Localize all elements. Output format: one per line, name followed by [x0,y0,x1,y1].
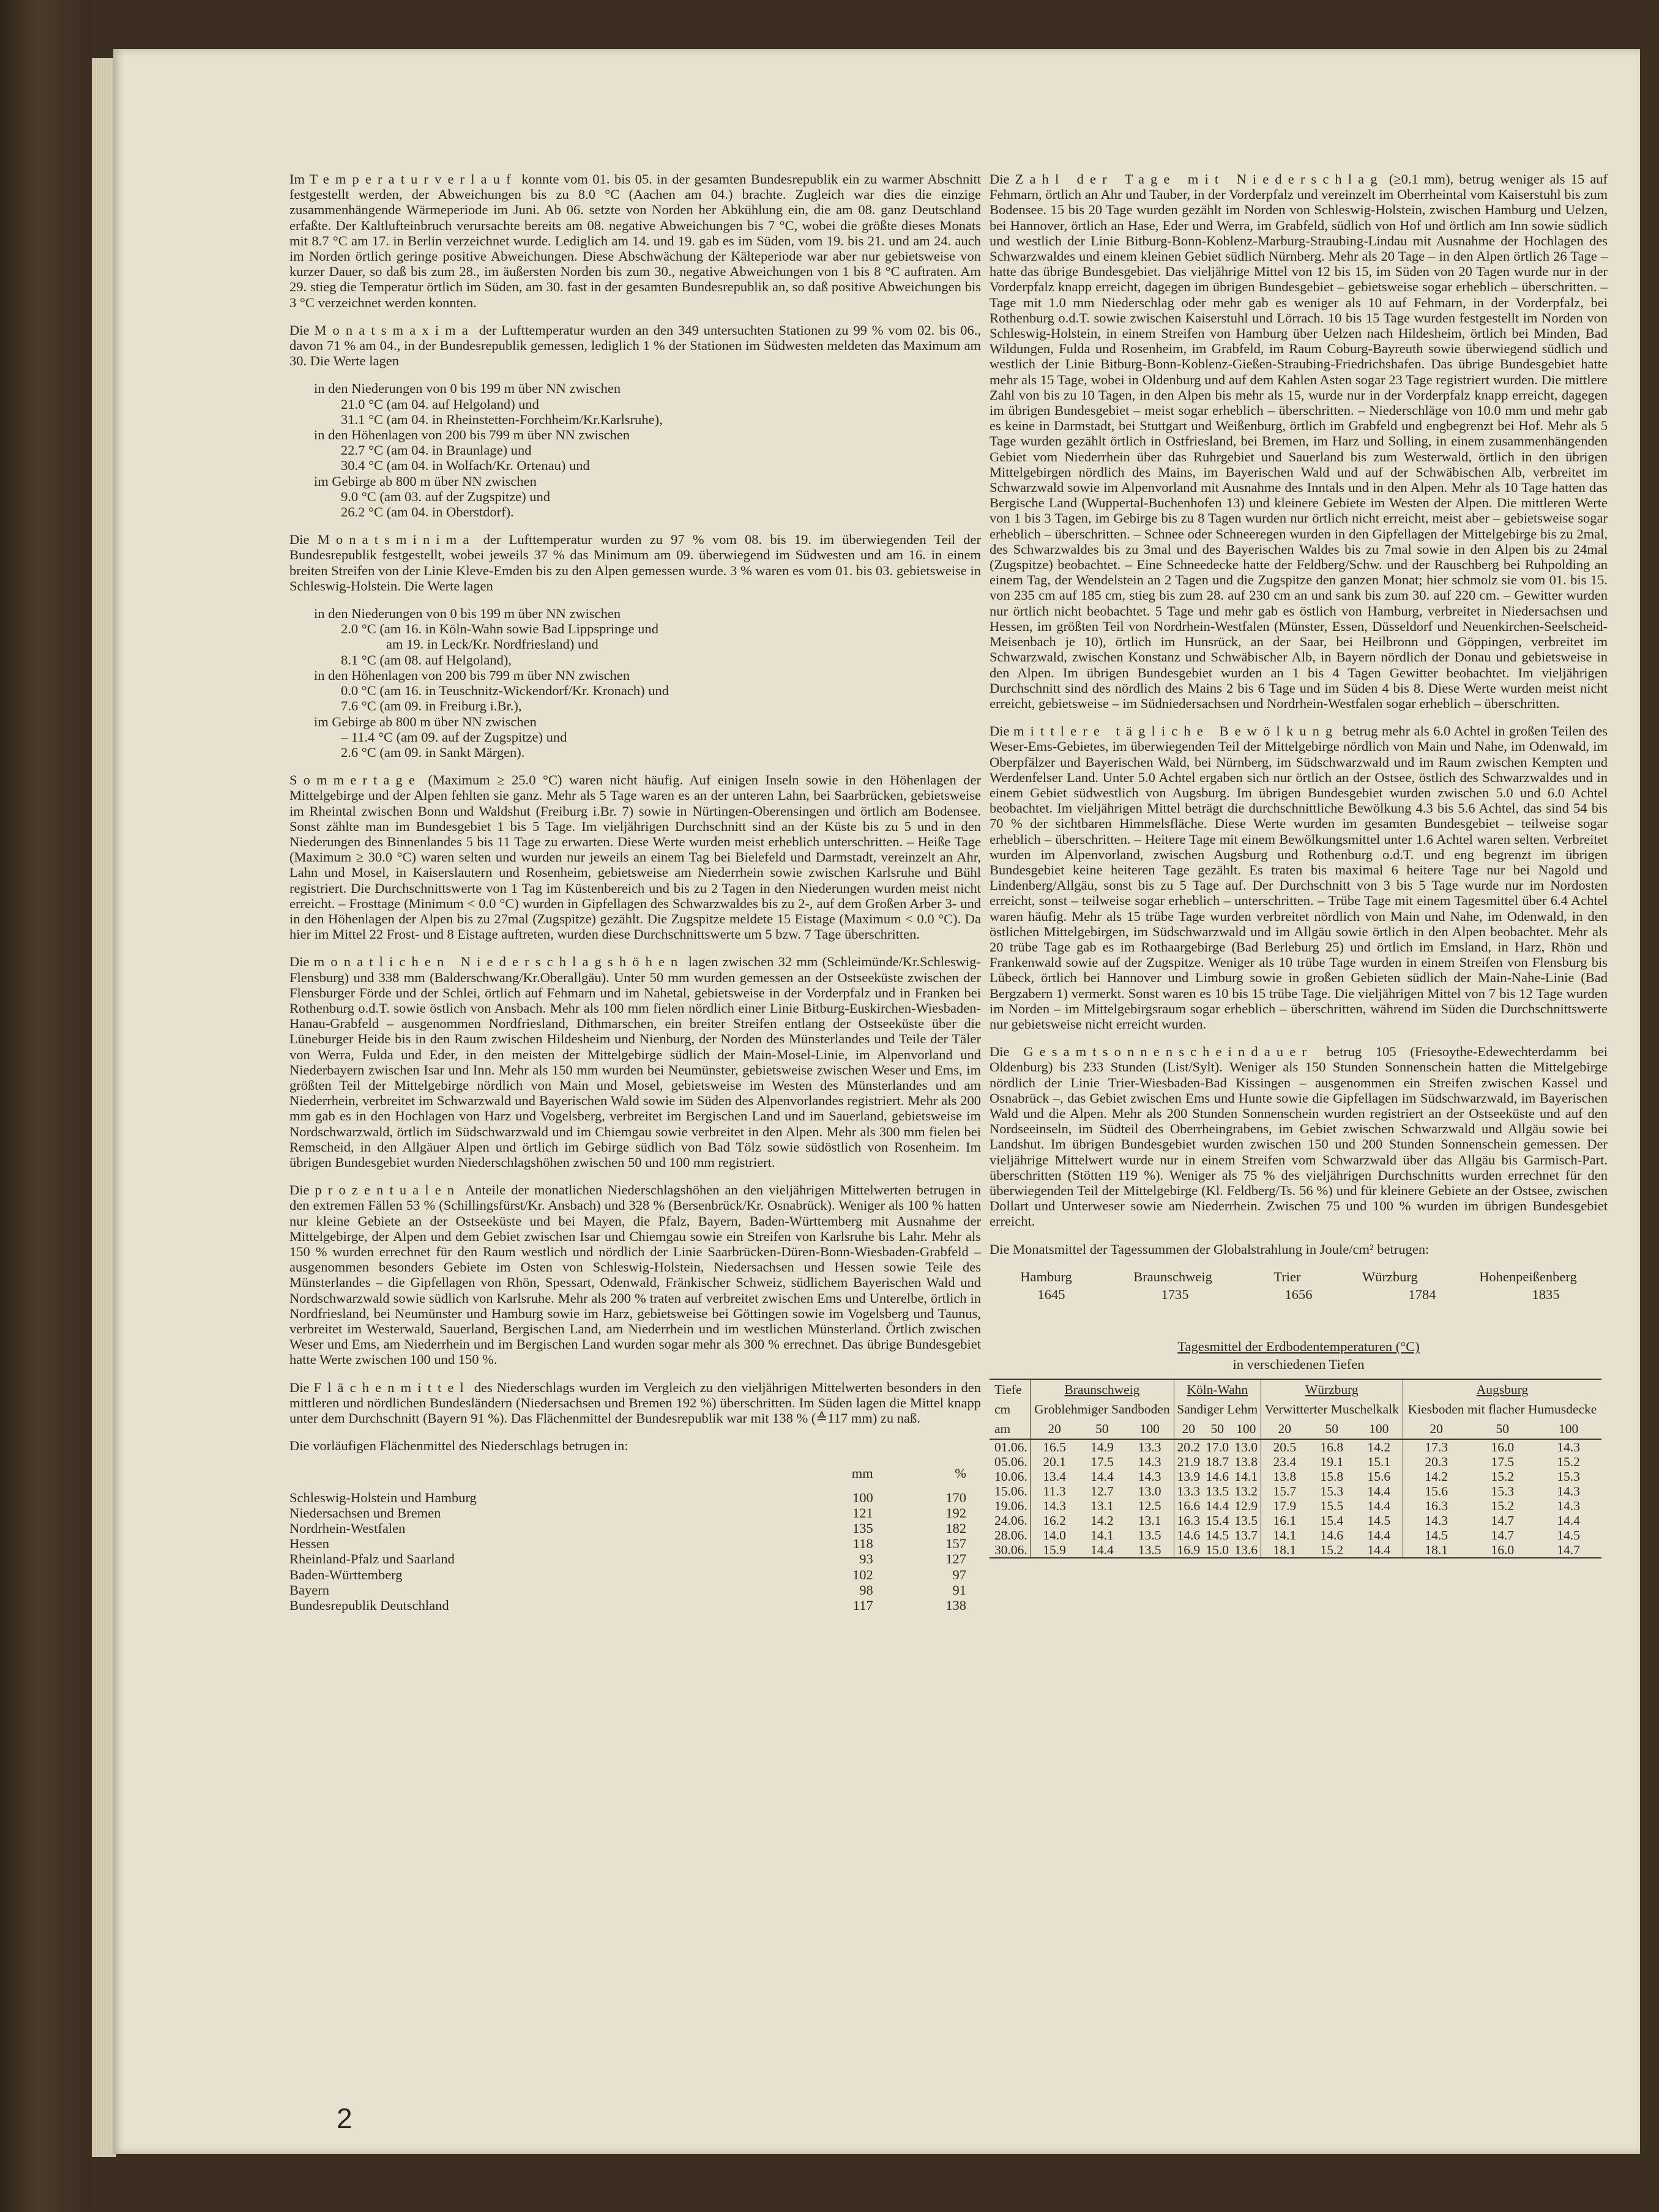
depth-header: 20 [1174,1419,1202,1439]
temperature-cell: 15.3 [1491,1483,1515,1499]
extreme-value: 8.1 °C (am 08. auf Helgoland), [341,652,512,668]
extreme-value: 22.7 °C (am 04. in Braunlage) und [341,442,532,458]
radiation-value: 1735 [1161,1287,1189,1303]
table-row [289,1521,981,1536]
keyword: Flächenmittel [313,1379,470,1395]
temperature-cell: 18.7 [1206,1454,1229,1469]
precip-mm: 118 [852,1536,873,1552]
keyword: mittlere tägliche Bewölkung [1013,723,1339,739]
temperature-cell: 15.6 [1403,1484,1469,1499]
temperature-cell: 16.6 [1174,1499,1202,1513]
depth-header: 100 [1355,1419,1403,1439]
temperature-cell: 16.2 [1031,1513,1079,1528]
precip-mm: 100 [852,1489,873,1505]
paragraph-bewoelkung: Die mittlere tägliche Bewölkung betrug mehr als 6.0 Achtel in großen Teilen des Weser-Ems-Gebietes, im überwiegenden Teil der Mittelgebirge nördlich von Main und Nahe, im Odenwald, im Oberpfälzer und Bayerischen Wald, bei Nürnberg, im Südschwarzwald und im Raum zwischen Kempten und Werdenfelser Land. Unter 5.0 Achtel ergaben sich nur örtlich an der Ostsee, östlich des Schwarzwaldes und in einem Gebiet südwestlich von Augsburg. Im übrigen Bundesgebiet wurden zwischen 5.0 und 6.0 Achtel beobachtet. Im vieljährigen Mittel beträgt die durchschnittliche Bewölkung 4.3 bis 5.6 Achtel, das sind 54 bis 70 % der sichtbaren Himmelsfläche. Diese Werte wurden im gesamten Bundesgebiet – teilweise sogar erheblich – überschritten. – Heitere Tage mit einem Bewölkungsmittel unter 1.6 Achtel waren selten. Verbreitet wurden im Alpenvorland, zwischen Augsburg und Rothenburg o.d.T. und eng begrenzt im übrigen Bundesgebiet keine heiteren Tage gezählt. Es traten bis maximal 6 heitere Tage nur bei Nagold und Lindenberg/Allgäu, sonst bis zu 5 Tage auf. Der Durchschnitt von 3 bis 5 Tage wurde nur im Nordosten erreicht, sonst – teilweise sogar erheblich – unterschritten. – Trübe Tage mit einem Tagesmittel über 6.4 Achtel waren häufig. Mehr als 15 trübe Tage wurden verbreitet nördlich von Main und Nahe, im Odenwald, in den östlichen Mittelgebirgen, im Südschwarzwald und im Allgäu sowie örtlich in den Alpen beobachtet. Mehr als 20 trübe Tage gab es im Rothaargebirge (Bad Berleburg 25) und örtlich im Emsland, in Harz, Rhön und Frankenwald sowie auf der Zugspitze. Weniger als 10 trübe Tage wurden in einem Streifen von Flensburg bis Lübeck, örtlich bei Hannover und Limburg sowie in großen Gebieten südlich der Main-Nahe-Linie (Bad Bergzabern 1) vermerkt. Sonst waren es 10 bis 15 trübe Tage. Die vieljährigen Mittel von 7 bis 12 Tage wurden im Norden – im Mittelgebirgsraum sogar erheblich – überschritten, während im Süden die Durchschnittswerte nur gebietsweise nicht erreicht wurden. [990,723,1608,1032]
header-cm: cm [994,1401,1011,1417]
temperature-cell: 16.5 [1031,1439,1079,1454]
temperature-cell: 14.4 [1355,1543,1403,1558]
elevation-range: im Gebirge ab 800 m über NN zwischen [314,713,537,729]
temperature-cell: 14.3 [1138,1469,1161,1484]
temperature-cell: 13.3 [1174,1484,1202,1499]
soil-type: Groblehmiger Sandboden [1031,1399,1174,1419]
precip-mm: 117 [852,1598,873,1614]
date-cell: 19.06. [994,1498,1027,1513]
extreme-value: 21.0 °C (am 04. auf Helgoland) und [341,396,539,412]
temperature-cell: 14.7 [1491,1527,1515,1543]
precip-percent: 97 [952,1566,966,1582]
region-name: Bayern [289,1582,329,1598]
keyword: Monatsmaxima [314,322,474,338]
precip-mm: 93 [859,1551,873,1567]
depth-header: 50 [1203,1419,1232,1439]
radiation-value: 1784 [1408,1287,1436,1303]
temperature-cell: 14.3 [1403,1513,1469,1528]
temperature-cell: 15.2 [1491,1498,1515,1513]
temperature-cell: 17.9 [1261,1499,1308,1513]
temperature-cell: 14.4 [1367,1483,1391,1499]
depth-header: 50 [1078,1419,1126,1439]
table-row [990,1439,1601,1454]
temperature-cell: 14.7 [1491,1513,1515,1528]
right-column [990,171,1608,1558]
globalstrahlung-stations [990,1269,1608,1284]
avg-table-caption: Die vorläufigen Flächenmittel des Niederschlags betrugen in: [289,1438,628,1454]
extreme-value: 30.4 °C (am 04. in Wolfach/Kr. Ortenau) und [341,458,590,474]
region-name: Baden-Württemberg [289,1566,403,1582]
elevation-range: in den Höhenlagen von 200 bis 799 m über NN zwischen [314,667,630,683]
extreme-value: – 11.4 °C (am 09. auf der Zugspitze) und [341,729,567,745]
temperature-cell: 14.2 [1090,1513,1114,1528]
table-row [990,1469,1601,1484]
temperature-cell: 14.3 [1557,1498,1580,1513]
temperature-cell: 12.9 [1234,1498,1258,1513]
elevation-range: in den Niederungen von 0 bis 199 m über NN zwischen [314,606,621,622]
soil-type: Sandiger Lehm [1174,1399,1261,1419]
extreme-value: 7.6 °C (am 09. in Freiburg i.Br.), [341,698,522,714]
date-cell: 30.06. [990,1543,1031,1558]
temperature-cell: 14.1 [1234,1469,1258,1484]
temperature-cell: 14.6 [1174,1528,1202,1543]
page-number: 2 [337,2102,352,2134]
extreme-value: 31.1 °C (am 04. in Rheinstetten-Forchheim/Kr.Karlsruhe), [341,411,663,427]
temperature-cell: 15.4 [1206,1513,1229,1528]
paragraph-prozentual: Die prozentualen Anteile der monatlichen Niederschlagshöhen an den vieljährigen Mittelwerten betrugen in den extremen Fällen 53 % (Schillingsfürst/Kr. Ansbach) und 328 % (Bersenbrück/Kr. Osnabrück). Weniger als 100 % hatten nur kleine Gebiete an der Ostseeküste und bei Mayen, die Pfalz, Bayern, Baden-Württemberg mit Ausnahme der Mittelgebirge, der Alpen und dem Gebiet zwischen Isar und Chiemgau sowie ein Streifen von Karlsruhe bis Lahr. Mehr als 150 % wurden errechnet für den Raum westlich und nördlich der Linie Saarbrücken-Düren-Bonn-Wiesbaden-Grabfeld – ausgenommen besonders Gebiete im Osten von Schleswig-Holstein, Niedersachsen und Hessen sowie Teile des Münsterlandes – die Gipfellagen von Rhön, Spessart, Odenwald, Fränkischer Schweiz, südlichem Bayerischen Wald und Nordschwarzwald sowie südlich von Karlsruhe. Mehr als 200 % traten auf verbreitet zwischen Ems und Unterelbe, örtlich in Nordfriesland, bei Neumünster und Hamburg sowie im Harz, gebietsweise bei Göttingen sowie im Vogelsberg und Taunus, verbreitet im Westerwald, Sauerland, Bergischen Land, am Niederrhein und im westlichen Münsterland. Örtlich zwischen Weser und Ems, am Niederrhein und im Bergischen Land wurden sogar mehr als 300 % errechnet. Das übrige Bundesgebiet hatte Werte zwischen 100 und 150 %. [289,1182,981,1368]
temperature-cell: 15.6 [1367,1469,1391,1484]
temperature-cell: 13.9 [1174,1469,1202,1484]
temperature-cell: 14.4 [1557,1513,1580,1528]
temperature-cell: 14.6 [1320,1527,1344,1543]
temperature-cell: 16.0 [1491,1439,1515,1454]
radiation-station: Braunschweig [1133,1268,1212,1284]
temperature-cell: 15.2 [1491,1469,1515,1484]
temperature-cell: 21.9 [1174,1454,1202,1469]
maxima-values [314,381,981,519]
table-row [990,1454,1601,1469]
table-row [289,1536,981,1551]
depth-header: 100 [1535,1419,1601,1439]
precip-percent: 192 [945,1505,966,1521]
keyword: Sommertage [289,772,421,788]
depth-header: 20 [1261,1419,1308,1439]
radiation-station: Hamburg [1020,1268,1072,1284]
temperature-cell: 13.5 [1126,1543,1174,1558]
temperature-cell: 16.3 [1403,1499,1469,1513]
temperature-cell: 13.8 [1234,1454,1258,1469]
temperature-cell: 14.5 [1206,1527,1229,1543]
temperature-cell: 16.1 [1261,1513,1308,1528]
paragraph-temperaturverlauf: Im Temperaturverlauf konnte vom 01. bis 05. in der gesamten Bundesrepublik ein zu warmer Abschnitt festgestellt werden, der Abweichungen bis zu 8.0 °C (Aachen am 04.) brachte. Zugleich war dies die einzige zusammenhängende Wärmeperiode im Juni. Ab 06. setzte von Norden her Abkühlung ein, die am 08. ganz Deutschland erfaßte. Der Kaltlufteinbruch verursachte bereits am 08. negative Abweichungen bis 7 °C, wobei die größte dieses Monats mit 8.7 °C am 17. in Berlin verzeichnet wurde. Lediglich am 14. und 19. gab es im Süden, vom 19. bis 21. und am 24. auch im Norden örtlich geringe positive Abweichungen. Diese Abschwächung der Kälteperiode war aber nur gebietsweise von kurzer Dauer, so daß bis zum 28., im äußersten Norden bis zum 30., negative Abweichungen von 1 bis 8 °C auftraten. Am 29. stieg die Temperatur örtlich im Süden, am 30. fast in der gesamten Bundesrepublik an, so daß positive Abweichungen bis 3 °C verzeichnet werden konnten. [289,171,982,310]
paragraph-sonnenschein: Die Gesamtsonnenscheindauer betrug 105 (Friesoythe-Edewechterdamm bei Oldenburg) bis 233 Stunden (List/Sylt). Weniger als 150 Stunden Sonnenschein hatten die Mittelgebirge nördlich der Linie Trier-Wiesbaden-Bad Kissingen – ausgenommen ein Streifen zwischen Kassel und Osnabrück –, das Gebiet zwischen Ems und Hunte sowie die Gipfellagen im Südschwarzwald, im Bayerischen Wald und die Alpen. Mehr als 200 Stunden Sonnenschein wurden registriert an der Ostseeküste und auf den Nordseeinseln, im Südteil des Oberrheingrabens, im Gebiet zwischen Schwarzwald und Allgäu sowie bei Landshut. Im übrigen Bundesgebiet wurden zwischen 150 und 200 Stunden Sonnenschein gemessen. Der vieljährige Mittelwert wurde nur in einem Streifen vom Schwarzwald über das Allgäu bis Garmisch-Part. überschritten (Stötten 119 %). Weniger als 75 % des vieljährigen Durchschnitts wurden errechnet für den überwiegenden Teil der Mittelgebirge (Kl. Feldberg/Ts. 56 %) und für kleinere Gebiete an der Ostsee, zwischen Dollart und Unterweser sowie am Niederrhein. Zwischen 75 und 100 % wurden im übrigen Bundesgebiet erreicht. [990,1044,1608,1229]
paragraph-monatsminima: Die Monatsminima der Lufttemperatur wurden zu 97 % vom 08. bis 19. im überwiegenden Teil der Bundesrepublik festgestellt, wobei jeweils 37 % das Minimum am 09. überwiegend im Südwesten und am 16. in einem breiten Streifen von der Linie Kleve-Emden bis zu den Alpen gemessen wurde. 3 % waren es vom 01. bis 03. gebietsweise in Schleswig-Holstein. Die Werte lagen [289,532,982,594]
temperature-cell: 13.4 [1031,1469,1079,1484]
temperature-cell: 14.5 [1557,1527,1580,1543]
elevation-range: in den Höhenlagen von 200 bis 799 m über NN zwischen [314,427,630,443]
region-name: Schleswig-Holstein und Hamburg [289,1489,477,1505]
temperature-cell: 13.1 [1138,1513,1161,1528]
temperature-cell: 20.1 [1031,1454,1079,1469]
station-wuerzburg: Würzburg [1261,1379,1403,1399]
temperature-cell: 14.6 [1206,1469,1229,1484]
temperature-cell: 13.3 [1138,1439,1161,1454]
temperature-cell: 13.5 [1138,1527,1161,1543]
region-name: Bundesrepublik Deutschland [289,1598,449,1614]
table-row [990,1528,1601,1543]
table-row [289,1598,981,1613]
temperature-cell: 14.7 [1535,1543,1601,1558]
temperature-cell: 20.3 [1403,1454,1469,1469]
globalstrahlung-caption: Die Monatsmittel der Tagessummen der Globalstrahlung in Joule/cm² betrugen: [990,1241,1430,1257]
precip-percent: 182 [945,1521,966,1536]
date-cell: 15.06. [994,1483,1027,1499]
left-column [289,171,981,1613]
extreme-value: am 19. in Leck/Kr. Nordfriesland) und [386,636,598,652]
keyword: Zahl der Tage mit Niederschlag [1015,171,1384,187]
table-row [289,1490,981,1505]
depth-header: 50 [1469,1419,1535,1439]
temperature-cell: 14.9 [1090,1439,1114,1454]
page-edges [92,58,116,2157]
paragraph-niederschlagshoehen: Die monatlichen Niederschlagshöhen lagen zwischen 32 mm (Schleimünde/Kr.Schleswig-Flensburg) und 338 mm (Balderschwang/Kr.Oberallgäu). Unter 50 mm wurden gemessen an der Ostseeküste zwischen der Flensburger Förde und der Schlei, örtlich auf Fehmarn und im Nahetal, gebietsweise in der Vorderpfalz und in Franken bei Rothenburg o.d.T. sowie östlich von Ansbach. Mehr als 100 mm fielen nördlich einer Linie Bitburg-Euskirchen-Wiesbaden-Hanau-Grabfeld – ausgenommen Nordfriesland, Dithmarschen, ein breiter Streifen entlang der Ostseeküste über die Lüneburger Heide bis in den Raum zwischen Hildesheim und Nienburg, der Norden des Münsterlandes und Teile der Täler von Werra, Fulda und Eder, in den meisten der Mittelgebirge südlich der Main-Mosel-Linie, im Alpenvorland und Niederbayern zwischen Isar und Inn. Mehr als 150 mm wurden bei Neumünster, gebietsweise zwischen Weser und Ems, im größten Teil der Mittelgebirge nördlich von Main und Mosel, gebietsweise im Westen des Münsterlandes und am Niederrhein, verbreitet im Schwarzwald und Bayerischen Wald sowie im Süden des Alpenvorlandes registriert. Mehr als 200 mm gab es in den Hochlagen von Harz und Vogelsberg, verbreitet im Bergischen Land und im Sauerland, gebietsweise im Nordschwarzwald, örtlich im Südschwarzwald und im Chiemgau sowie verbreitet in den Alpen. Mehr als 300 mm fielen bei Remscheid, in den Allgäuer Alpen und örtlich im Gebirge südlich von Bad Tölz sowie südöstlich von Rosenheim. Im übrigen Bundesgebiet wurden Niederschlagshöhen zwischen 50 und 100 mm registriert. [289,954,982,1170]
table-row [990,1543,1601,1558]
temperature-cell: 11.3 [1031,1484,1079,1499]
temperature-cell: 16.0 [1469,1543,1535,1558]
temperature-cell: 18.1 [1403,1543,1469,1558]
soil-table-subtitle: in verschiedenen Tiefen [1232,1357,1365,1372]
extreme-value: 2.6 °C (am 09. in Sankt Märgen). [341,744,525,760]
temperature-cell: 14.4 [1078,1543,1126,1558]
temperature-cell: 15.1 [1367,1454,1391,1469]
precip-percent: 91 [952,1582,966,1598]
elevation-range: in den Niederungen von 0 bis 199 m über NN zwischen [314,381,621,397]
keyword: prozentualen [315,1182,461,1198]
station-koeln-wahn: Köln-Wahn [1174,1379,1261,1399]
precip-percent: 127 [945,1551,966,1567]
temperature-cell: 20.2 [1174,1439,1202,1454]
paragraph-flaechenmittel: Die Flächenmittel des Niederschlags wurden im Vergleich zu den vieljährigen Mittelwerten besonders in den mittleren und nördlichen Bundesländern (Niedersachsen und Bremen 192 %) überschritten. Im Süden lagen die Mittel knapp unter dem Durchschnitt (Bayern 91 %). Das Flächenmittel der Bundesrepublik war mit 138 % (≙117 mm) zu naß. [289,1379,982,1426]
paragraph-monatsmaxima: Die Monatsmaxima der Lufttemperatur wurden an den 349 untersuchten Stationen zu 99 % vom 02. bis 06., davon 71 % am 04., in der Bundesrepublik gemessen, lediglich 1 % der Stationen im Südwesten meldeten das Maximum am 30. Die Werte lagen [289,322,982,369]
paragraph-niederschlagstage: Die Zahl der Tage mit Niederschlag (≥0.1 mm), betrug weniger als 15 auf Fehmarn, örtlich an Ahr und Tauber, in der Vorderpfalz und vereinzelt im Oberrheintal vom Kaiserstuhl bis zum Bodensee. 15 bis 20 Tage wurden gezählt im Norden von Schleswig-Holstein, zwischen Hamburg und Uelzen, bei Hannover, örtlich an Hase, Eder und Werra, im Grabfeld, südlich von Hof und örtlich am Inn sowie südlich und westlich der Linie Bitburg-Bonn-Koblenz-Marburg-Straubing-Lindau mit Ausnahme der Hochlagen des Schwarzwaldes und einem kleinen Gebiet südlich Nürnberg. Mehr als 20 Tage – in den Alpen örtlich 26 Tage – hatte das übrige Bundesgebiet. Das vieljährige Mittel von 12 bis 15, im Süden von 20 Tagen wurde nur in der Vorderpfalz knapp erreicht, dagegen im übrigen Bundesgebiet – gebietsweise sogar erheblich – überschritten. – Tage mit 1.0 mm Niederschlag oder mehr gab es weniger als 10 auf Fehmarn, in der Vorderpfalz, bei Rothenburg o.d.T. sowie zwischen Kaiserstuhl und Lörrach. 10 bis 15 Tage wurden festgestellt im Norden von Schleswig-Holstein, in einem Streifen von Hamburg über Uelzen nach Hildesheim, örtlich bei Minden, Bad Wildungen, Fulda und Rosenheim, im Grabfeld, im Raum Coburg-Bayreuth sowie überwiegend südlich und westlich der Linie Bitburg-Bonn-Koblenz-Gießen-Straubing-Friedrichshafen. Das übrige Bundesgebiet hatte mehr als 15 Tage, wobei in Oldenburg und auf dem Kahlen Asten sogar 23 Tage registriert wurden. Die mittlere Zahl von bis zu 10 Tagen, in den Alpen bis mehr als 15, wurde nur in der Vorderpfalz knapp erreicht, dagegen im übrigen Bundesgebiet – meist sogar erheblich – überschritten. – Niederschläge von 10.0 mm und mehr gab es keine in Darmstadt, bei Stuttgart und Weißenburg, örtlich im Grabfeld und engbegrenzt bei Hof. Mehr als 5 Tage wurden gezählt örtlich in Ostfriesland, bei Bremen, im Harz und Solling, in einem zusammenhängenden Gebiet vom Niederrhein über das Ruhrgebiet und Sauerland bis zum Westerwald, örtlich in den übrigen Mittelgebirgen nördlich des Mains, im Bayerischen Wald und auf der Schwäbischen Alb, verbreitet im Schwarzwald sowie im Alpenvorland mit Ausnahme des Inntals und in den Alpen. Mehr als 10 Tage hatten das Bergische Land (Wuppertal-Buchenhofen 13) und kleinere Gebiete im Westen der Alpen. Die mittleren Werte von 1 bis 3 Tagen, im Gebirge bis zu 8 Tagen wurden nur örtlich nicht erreicht, meist aber – gebietsweise sogar erheblich – überschritten. – Schnee oder Schneeregen wurden in den Gipfellagen der Mittelgebirge bis zu 2mal, des Schwarzwaldes bis zu 3mal und des Bayerischen Waldes bis zu 7mal sowie in den Alpen bis zu 24mal (Zugspitze) beobachtet. – Eine Schneedecke hatte der Feldberg/Schw. und der Rauschberg bei Ruhpolding an einem Tag, der Wendelstein an 2 Tagen und die Zugspitze den ganzen Monat; hier schmolz sie vom 01. bis 15. von 235 cm auf 185 cm, stieg bis zum 28. auf 230 cm an und sank bis zum 30. auf 220 cm. – Gewitter wurden nur örtlich nicht beobachtet. 5 Tage und mehr gab es östlich von Hamburg, verbreitet in Niedersachsen und Hessen, im größten Teil von Nordrhein-Westfalen (Münster, Essen, Düsseldorf und Neuenkirchen-Seelscheid-Meisenbach je 10), örtlich im Hunsrück, an der Saar, bei Heilbronn und Göppingen, verbreitet im Schwarzwald, zwischen Konstanz und Schwäbischer Alb, in Bayern nördlich der Donau und gebietsweise in den Alpen. Im übrigen Bundesgebiet wurden an 1 bis 4 Tagen Gewitter beobachtet. Im vieljährigen Durchschnitt sind des nördlich des Mains 2 bis 6 Tage und im Süden 4 bis 8. Diese Werte wurden meist nicht erreicht, gebietsweise – im Südniedersachsen und Nordrhein-Westfalen sogar erheblich – überschritten. [990,171,1608,711]
temperature-cell: 19.1 [1320,1454,1344,1469]
date-cell: 01.06. [994,1439,1027,1454]
temperature-cell: 13.5 [1206,1483,1229,1499]
temperature-cell: 16.9 [1174,1543,1202,1558]
temperature-cell: 15.2 [1308,1543,1355,1558]
depth-header: 100 [1126,1419,1174,1439]
temperature-cell: 12.5 [1138,1498,1161,1513]
temperature-cell: 13.8 [1261,1469,1308,1484]
depth-header: 20 [1031,1419,1079,1439]
temperature-cell: 17.3 [1403,1439,1469,1454]
temperature-cell: 14.2 [1367,1439,1391,1454]
temperature-cell: 14.1 [1261,1528,1308,1543]
temperature-cell: 15.4 [1320,1513,1344,1528]
precip-mm: 102 [852,1566,873,1582]
region-name: Hessen [289,1536,329,1552]
temperature-cell: 15.3 [1320,1483,1344,1499]
col-header-mm: mm [851,1465,873,1481]
paragraph-sommertage: Sommertage (Maximum ≥ 25.0 °C) waren nicht häufig. Auf einigen Inseln sowie in den Höhenlagen der Mittelgebirge und der Alpen fehlten sie ganz. Mehr als 5 Tage waren es an der unteren Lahn, bei Saarbrücken, gebietsweise im Rheintal zwischen Bonn und Waldshut (Freiburg i.Br. 7) sowie in Nürtingen-Oberensingen und örtlich am Bodensee. Sonst zählte man im Bundesgebiet 1 bis 5 Tage. Im vieljährigen Durchschnitt sind an der Küste bis zu 5 und in den Niederungen des Binnenlandes 5 bis 11 Tage zu erwarten. Diese Werte wurden meist erheblich unterschritten. – Heiße Tage (Maximum ≥ 30.0 °C) waren selten und wurden nur jeweils an einem Tag bei Bielefeld und Darmstadt, vereinzelt an Ahr, Lahn und Mosel, in Kaiserslautern und Rosenheim, gebietsweise am Niederrhein sowie zwischen Karlsruhe und Bühl registriert. Die Durchschnittswerte von 1 Tag im Küstenbereich und bis zu 2 Tagen in den Niederungen wurden meist nicht erreicht. – Frosttage (Minimum < 0.0 °C) wurden in Gipfellagen des Schwarzwaldes bis zu 2-, auf dem Großen Arber 3- und in den Höhenlagen der Alpen bis zu 27mal (Zugspitze) gezählt. Die Zugspitze meldete 15 Eistage (Maximum < 0.0 °C). Da hier im Mittel 22 Frost- und 8 Eistage auftreten, wurden diese Durchschnittswerte um 5 bzw. 7 Tage überschritten. [289,772,982,942]
radiation-station: Trier [1273,1268,1301,1284]
date-cell: 28.06. [994,1527,1027,1543]
temperature-cell: 14.1 [1090,1527,1114,1543]
table-row [990,1484,1601,1499]
keyword: Gesamtsonnenscheindauer [1023,1044,1313,1060]
temperature-cell: 14.4 [1206,1498,1229,1513]
header-am: am [990,1419,1031,1439]
minima-values [314,606,981,760]
temperature-cell: 15.5 [1320,1498,1344,1513]
keyword: Temperaturverlauf [309,171,517,187]
temperature-cell: 15.8 [1320,1469,1344,1484]
extreme-value: 2.0 °C (am 16. in Köln-Wahn sowie Bad Lippspringe und [341,621,658,637]
soil-table-title: Tagesmittel der Erdbodentemperaturen (°C) [1177,1339,1420,1355]
radiation-value: 1656 [1284,1287,1313,1303]
depth-header: 50 [1308,1419,1355,1439]
precip-percent: 138 [945,1598,966,1614]
temperature-cell: 14.4 [1090,1469,1114,1484]
date-cell: 05.06. [994,1454,1027,1469]
temperature-cell: 14.3 [1031,1499,1079,1513]
region-name: Nordrhein-Westfalen [289,1521,406,1536]
precip-mm: 135 [852,1521,873,1536]
table-row [990,1513,1601,1528]
date-cell: 24.06. [994,1513,1027,1528]
date-cell: 10.06. [994,1469,1027,1484]
precip-percent: 157 [945,1536,966,1552]
extreme-value: 9.0 °C (am 03. auf der Zugspitze) und [341,488,551,504]
temperature-cell: 18.1 [1261,1543,1308,1558]
area-average-table [289,1465,981,1613]
temperature-cell: 20.5 [1261,1439,1308,1454]
book-binding [0,0,92,2212]
precip-percent: 170 [945,1489,966,1505]
keyword: Monatsminima [317,532,475,548]
temperature-cell: 14.2 [1403,1469,1469,1484]
temperature-cell: 14.4 [1367,1498,1391,1513]
header-tiefe: Tiefe [990,1379,1031,1399]
precip-mm: 98 [859,1582,873,1598]
extreme-value: 26.2 °C (am 04. in Oberstdorf). [341,504,514,520]
temperature-cell: 14.5 [1403,1528,1469,1543]
soil-temperature-table [990,1379,1601,1558]
station-braunschweig: Braunschweig [1031,1379,1174,1399]
temperature-cell: 15.3 [1557,1469,1580,1484]
temperature-cell: 13.5 [1234,1513,1258,1528]
page [113,49,1640,2154]
soil-type: Verwitterter Muschelkalk [1261,1399,1403,1419]
station-augsburg: Augsburg [1403,1379,1601,1399]
depth-header: 100 [1232,1419,1261,1439]
region-name: Rheinland-Pfalz und Saarland [289,1551,455,1567]
temperature-cell: 15.2 [1557,1454,1580,1469]
temperature-cell: 17.5 [1491,1454,1515,1469]
temperature-cell: 16.8 [1320,1439,1344,1454]
temperature-cell: 17.0 [1206,1439,1229,1454]
keyword: monatlichen Niederschlagshöhen [313,954,684,970]
temperature-cell: 13.6 [1232,1543,1261,1558]
table-row [289,1551,981,1566]
temperature-cell: 16.3 [1174,1513,1202,1528]
col-header-percent: % [955,1465,966,1481]
soil-type: Kiesboden mit flacher Humusdecke [1403,1399,1601,1419]
table-row [990,1499,1601,1513]
radiation-station: Hohenpeißenberg [1479,1268,1577,1284]
elevation-range: im Gebirge ab 800 m über NN zwischen [314,473,537,489]
radiation-value: 1835 [1532,1287,1560,1303]
temperature-cell: 14.3 [1557,1483,1580,1499]
temperature-cell: 14.3 [1138,1454,1161,1469]
radiation-value: 1645 [1037,1287,1065,1303]
table-row [289,1582,981,1598]
temperature-cell: 17.5 [1090,1454,1114,1469]
globalstrahlung-values [990,1287,1608,1302]
temperature-cell: 15.9 [1031,1543,1079,1558]
temperature-cell: 23.4 [1261,1454,1308,1469]
temperature-cell: 15.0 [1203,1543,1232,1558]
temperature-cell: 13.0 [1234,1439,1258,1454]
temperature-cell: 14.3 [1557,1439,1580,1454]
depth-header: 20 [1403,1419,1469,1439]
temperature-cell: 12.7 [1090,1483,1114,1499]
temperature-cell: 14.4 [1367,1527,1391,1543]
temperature-cell: 15.7 [1261,1484,1308,1499]
table-row [289,1505,981,1521]
temperature-cell: 13.0 [1138,1483,1161,1499]
temperature-cell: 14.0 [1031,1528,1079,1543]
temperature-cell: 13.7 [1234,1527,1258,1543]
region-name: Niedersachsen und Bremen [289,1505,441,1521]
temperature-cell: 14.5 [1367,1513,1391,1528]
precip-mm: 121 [852,1505,873,1521]
temperature-cell: 13.2 [1234,1483,1258,1499]
radiation-station: Würzburg [1362,1268,1418,1284]
temperature-cell: 13.1 [1090,1498,1114,1513]
table-row [289,1567,981,1582]
extreme-value: 0.0 °C (am 16. in Teuschnitz-Wickendorf/Kr. Kronach) und [341,683,669,699]
